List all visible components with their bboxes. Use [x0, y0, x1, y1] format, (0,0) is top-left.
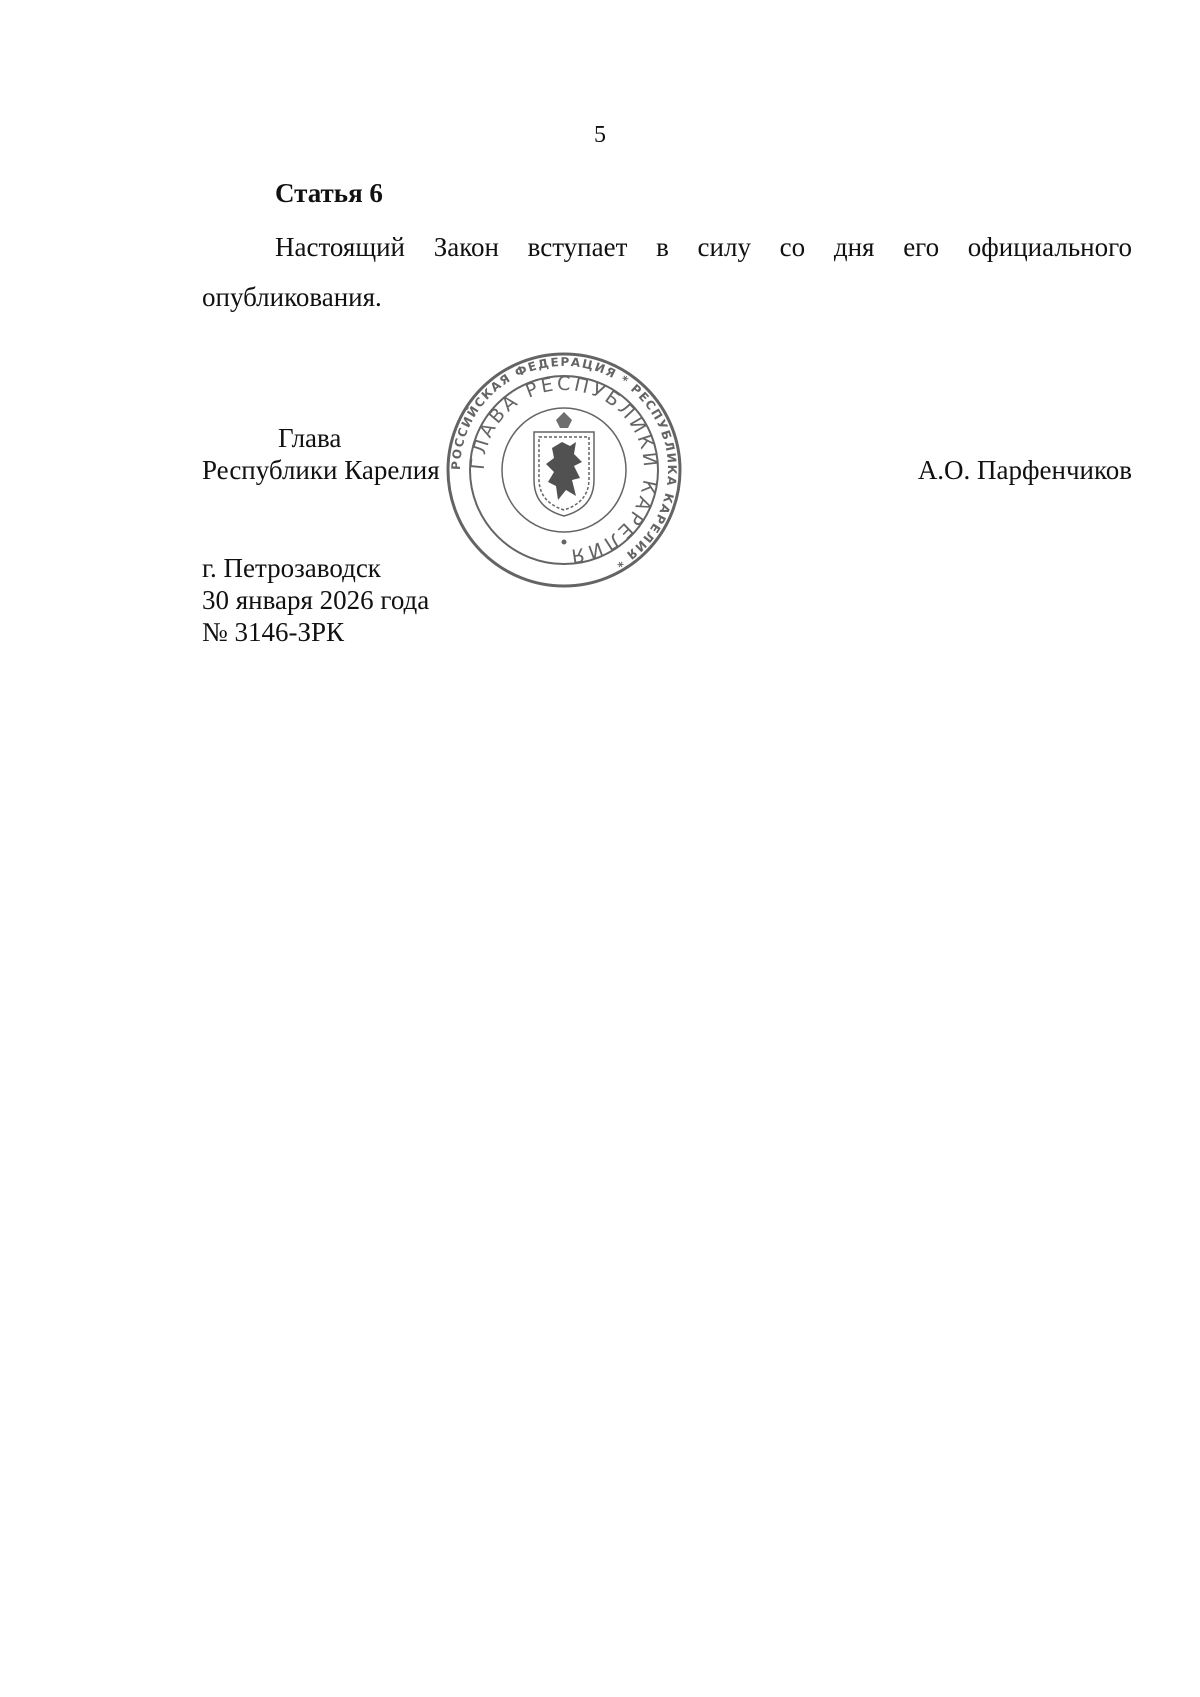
seal-inner-text: ГЛАВА РЕСПУБЛИКИ КАРЕЛИЯ — [466, 372, 662, 568]
signatory-name: А.О. Парфенчиков — [917, 455, 1132, 485]
law-number: № 3146-ЗРК — [202, 617, 345, 647]
page-number: 5 — [594, 122, 606, 148]
signatory-role-line2: Республики Карелия — [202, 455, 440, 485]
law-date: 30 января 2026 года — [202, 585, 430, 615]
place-city: г. Петрозаводск — [202, 553, 381, 583]
official-seal-icon — [444, 350, 684, 590]
seal-outer-text: РОССИЙСКАЯ ФЕДЕРАЦИЯ * РЕСПУБЛИКА КАРЕЛИЯ * — [448, 354, 680, 572]
signatory-role-line1: Глава — [278, 423, 342, 453]
article-body: Настоящий Закон вступает в силу со дня его официального опубликования. — [202, 232, 1132, 312]
article-title: Статья 6 — [275, 178, 383, 208]
place-date-block — [202, 552, 429, 648]
